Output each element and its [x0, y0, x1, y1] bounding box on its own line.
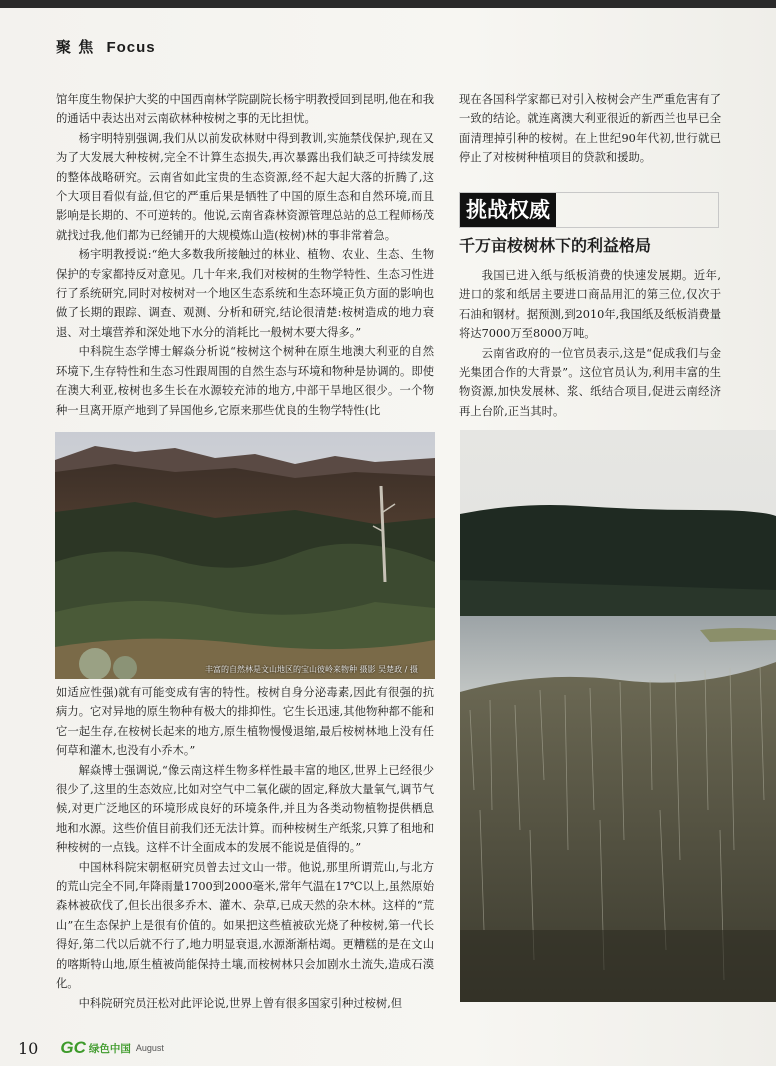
- forest-lake-photo: [460, 430, 776, 1002]
- paragraph: 中科院研究员汪松对此评论说,世界上曾有很多国家引种过桉树,但: [78, 996, 403, 1010]
- right-column-top: [459, 90, 721, 168]
- section-header-zh: 聚 焦: [56, 38, 95, 56]
- left-column-bottom: [56, 683, 434, 1013]
- paragraph: 我国已进入纸与纸板消费的快速发展期。近年,进口的浆和纸居主要进口商品用汇的第三位,仅次于石油和钢材。据预测,到2010年,我国纸及纸板消费量将达7000万至8000万吨。: [459, 269, 721, 341]
- paragraph: 馆年度生物保护大奖的中国西南林学院副院长杨宇明教授回到昆明,他在和我的通话中表达出对云南砍林种桉树之事的无比担忧。: [56, 93, 434, 126]
- forest-lake-illustration: [460, 430, 776, 1002]
- photo-caption: 丰富的自然林是文山地区的宝山彼岭来物种 摄影 吴楚政 / 摄: [205, 665, 418, 674]
- page-number: 10: [18, 1038, 39, 1058]
- paragraph: 杨宇明特别强调,我们从以前发砍林财中得到教训,实施禁伐保护,现在又为了大发展大种桉树,完全不计算生态损失,再次暴露出我们缺乏可持续发展的整体战略研究。云南省如此宝贵的生态资源,经不起大起大落的折腾了,这个大项目看似有益,但它的严重后果是牺牲了中国的原生态和自然环境,而且影响是长期的、不可逆转的。他说,云南省森林资源管理总站的总工程师杨茂就找过我,他们都为已经铺开的大规模炼山造(桉树)林的事非常着急。: [56, 131, 434, 242]
- right-column-mid: [459, 266, 721, 421]
- section-banner: [459, 192, 719, 228]
- paragraph: 中国林科院宋朝枢研究员曾去过文山一带。他说,那里所谓荒山,与北方的荒山完全不同,年降雨量1700到2000毫米,常年气温在17℃以上,虽然原始森林被砍伐了,但长出很多乔木、灌木、杂草,已成天然的杂木林。这样的“荒山”在生态保护上是很有价值的。如果把这些植被砍光烧了种桉树,第一代长得好,第二代以后就不行了,地力明显衰退,水源渐渐枯竭。更糟糕的是在文山的喀斯特山地,原生植被尚能保持土壤,而桉树林只会加剧水土流失,造成石漠化。: [56, 860, 434, 991]
- top-rule: [0, 0, 776, 8]
- section-badge: 挑战权威: [460, 193, 556, 227]
- section-header: [56, 36, 156, 57]
- paragraph: 解焱博士强调说,“像云南这样生物多样性最丰富的地区,世界上已经很少很少了,这里的生态效应,比如对空气中二氧化碳的固定,释放大量氧气,调节气候,对更广泛地区的环境形成良好的环境条件,并且为各类动物植物提供栖息地和水源。这些价值目前我们还无法计算。而种桉树生产纸浆,只算了租地和种桉树的一点钱。这样不计全面成本的发展不能说是值得的。”: [56, 763, 434, 855]
- section-header-en: Focus: [106, 39, 156, 56]
- paragraph: 云南省政府的一位官员表示,这是“促成我们与金光集团合作的大背景”。这位官员认为,利用丰富的生物资源,加快发展林、浆、纸结合项目,促进云南经济再上台阶,正当其时。: [459, 346, 721, 418]
- mountain-forest-photo: [55, 432, 435, 679]
- section-subtitle: 千万亩桉树林下的利益格局: [459, 236, 652, 255]
- paragraph: 如适应性强)就有可能变成有害的特性。桉树自身分泌毒素,因此有很强的抗病力。它对异地的原生物种有极大的排抑性。它生长迅速,其他物种都不能和它一起生存,在桉树长起来的地方,原生植物慢慢退缩,最后桉树林地上没有任何草和灌木,也没有小乔木。”: [56, 686, 434, 758]
- paragraph: 杨宇明教授说:“绝大多数我所接触过的林业、植物、农业、生态、生物保护的专家都持反对意见。几十年来,我们对桉树的生物学特性、生态习性进行了系统研究,同时对桉树对一个地区生态系统和生态环境正负方面的影响也做了长期的跟踪、调查、观测、分析和研究,结论很清楚:桉树造成的地力衰退、对土壤营养和深处地下水分的消耗比一般树木要大得多。”: [56, 248, 434, 339]
- paragraph: 现在各国科学家都已对引入桉树会产生严重危害有了一致的结论。就连离澳大利亚很近的新西兰也早已全面清理掉引种的桉树。在上世纪90年代初,世行就已停止了对桉树种植项目的贷款和援助。: [459, 93, 721, 165]
- page-footer: [18, 1038, 164, 1058]
- paragraph: 中科院生态学博士解焱分析说“桉树这个树种在原生地澳大利亚的自然环境下,生存特性和生态习性跟周围的自然生态与环境和物种是协调的。即使在澳大利亚,桉树也多生长在水源较充沛的地方,中部干旱地区很少。一个物种一旦离开原产地到了异国他乡,它原来那些优良的生物学特性(比: [56, 345, 434, 417]
- magazine-name: 绿色中国: [88, 1042, 131, 1055]
- magazine-logo: GC: [60, 1038, 86, 1057]
- issue-month: August: [135, 1043, 164, 1053]
- left-column-top: [56, 90, 434, 420]
- mountain-forest-illustration: [55, 432, 435, 679]
